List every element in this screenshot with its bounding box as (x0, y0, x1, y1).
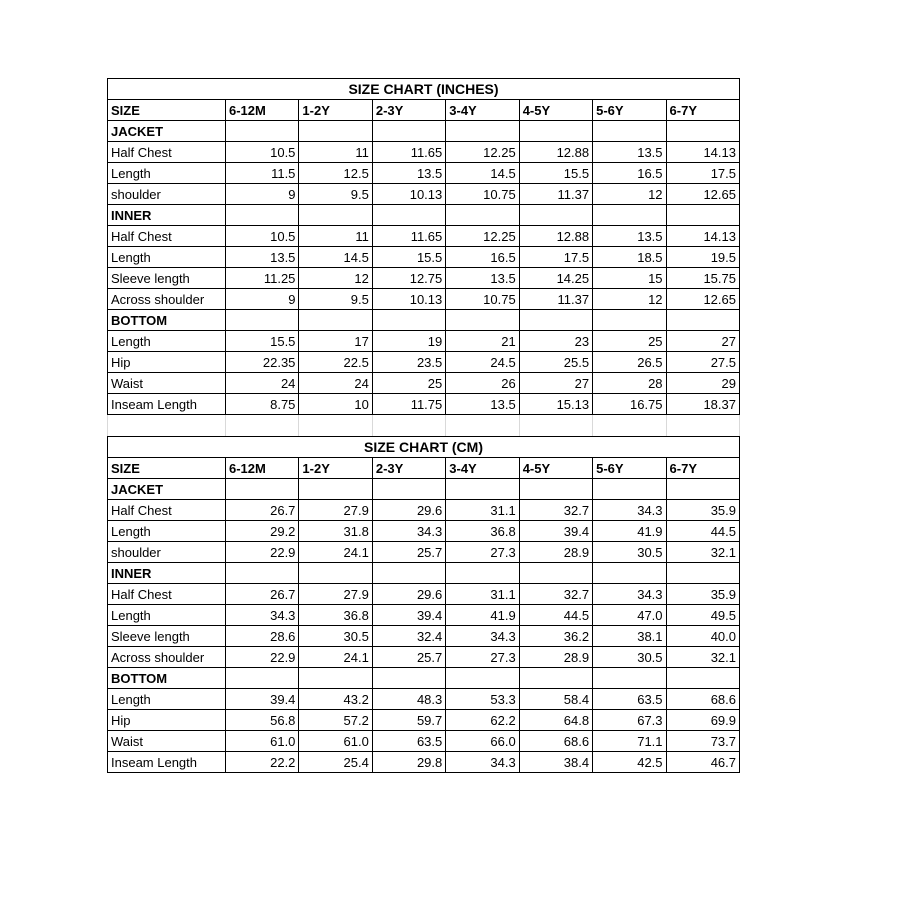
measurement-row-length (108, 521, 740, 542)
measurement-row-half-chest (108, 584, 740, 605)
value-cell: 22.35 (226, 352, 299, 373)
value-cell: 25.7 (372, 542, 445, 563)
value-cell: 62.2 (446, 710, 519, 731)
empty-cell (519, 205, 592, 226)
value-cell: 11.65 (372, 142, 445, 163)
value-cell: 10.75 (446, 289, 519, 310)
value-cell: 39.4 (372, 605, 445, 626)
section-row-bottom (108, 668, 740, 689)
empty-cell (226, 563, 299, 584)
value-cell: 49.5 (666, 605, 739, 626)
measurement-row-across-shoulder (108, 647, 740, 668)
row-label: Half Chest (108, 142, 226, 163)
table-title-row (108, 79, 740, 100)
value-cell: 26.7 (226, 584, 299, 605)
value-cell: 27.9 (299, 584, 372, 605)
value-cell: 32.4 (372, 626, 445, 647)
section-header: BOTTOM (108, 310, 226, 331)
value-cell: 25.7 (372, 647, 445, 668)
measurement-row-waist (108, 731, 740, 752)
value-cell: 24.1 (299, 542, 372, 563)
empty-cell (226, 121, 299, 142)
empty-cell (372, 121, 445, 142)
value-cell: 15.75 (666, 268, 739, 289)
value-cell: 11 (299, 226, 372, 247)
value-cell: 57.2 (299, 710, 372, 731)
value-cell: 29.8 (372, 752, 445, 773)
value-cell: 36.8 (446, 521, 519, 542)
sheet-gridlines-gap (107, 415, 740, 436)
size-chart-table-inches (107, 78, 740, 415)
empty-cell (372, 310, 445, 331)
value-cell: 25.4 (299, 752, 372, 773)
measurement-row-half-chest (108, 226, 740, 247)
measurement-row-shoulder (108, 184, 740, 205)
value-cell: 27.3 (446, 647, 519, 668)
value-cell: 14.25 (519, 268, 592, 289)
row-label: Length (108, 521, 226, 542)
value-cell: 29.2 (226, 521, 299, 542)
row-label: Length (108, 163, 226, 184)
value-cell: 43.2 (299, 689, 372, 710)
measurement-row-length (108, 605, 740, 626)
section-row-jacket (108, 121, 740, 142)
column-header-6-7y: 6-7Y (666, 458, 739, 479)
measurement-row-half-chest (108, 142, 740, 163)
value-cell: 53.3 (446, 689, 519, 710)
column-header-5-6y: 5-6Y (593, 458, 666, 479)
empty-cell (226, 205, 299, 226)
column-header-size: SIZE (108, 458, 226, 479)
value-cell: 9.5 (299, 289, 372, 310)
faint-gridline (739, 415, 740, 436)
value-cell: 14.5 (299, 247, 372, 268)
value-cell: 25.5 (519, 352, 592, 373)
value-cell: 34.3 (446, 626, 519, 647)
empty-cell (446, 121, 519, 142)
empty-cell (226, 479, 299, 500)
value-cell: 39.4 (226, 689, 299, 710)
empty-cell (593, 479, 666, 500)
value-cell: 15.5 (372, 247, 445, 268)
value-cell: 26.7 (226, 500, 299, 521)
value-cell: 15.13 (519, 394, 592, 415)
value-cell: 28 (593, 373, 666, 394)
value-cell: 11.75 (372, 394, 445, 415)
section-row-inner (108, 563, 740, 584)
column-header-size: SIZE (108, 100, 226, 121)
row-label: Length (108, 689, 226, 710)
faint-gridline (107, 415, 108, 436)
measurement-row-across-shoulder (108, 289, 740, 310)
table-title: SIZE CHART (INCHES) (108, 79, 740, 100)
measurement-row-sleeve-length (108, 626, 740, 647)
value-cell: 9.5 (299, 184, 372, 205)
faint-gridline (666, 415, 667, 436)
row-label: Sleeve length (108, 626, 226, 647)
empty-cell (519, 563, 592, 584)
measurement-row-hip (108, 352, 740, 373)
row-label: Inseam Length (108, 752, 226, 773)
value-cell: 25 (593, 331, 666, 352)
value-cell: 42.5 (593, 752, 666, 773)
value-cell: 44.5 (519, 605, 592, 626)
value-cell: 31.1 (446, 500, 519, 521)
value-cell: 8.75 (226, 394, 299, 415)
empty-cell (666, 310, 739, 331)
column-header-5-6y: 5-6Y (593, 100, 666, 121)
value-cell: 10.13 (372, 184, 445, 205)
value-cell: 11.37 (519, 184, 592, 205)
column-header-2-3y: 2-3Y (372, 100, 445, 121)
value-cell: 21 (446, 331, 519, 352)
value-cell: 13.5 (226, 247, 299, 268)
value-cell: 13.5 (372, 163, 445, 184)
value-cell: 13.5 (446, 268, 519, 289)
empty-cell (593, 310, 666, 331)
value-cell: 68.6 (519, 731, 592, 752)
value-cell: 47.0 (593, 605, 666, 626)
row-label: Across shoulder (108, 647, 226, 668)
value-cell: 22.2 (226, 752, 299, 773)
value-cell: 31.1 (446, 584, 519, 605)
value-cell: 12.88 (519, 142, 592, 163)
value-cell: 14.13 (666, 142, 739, 163)
value-cell: 11.65 (372, 226, 445, 247)
empty-cell (299, 479, 372, 500)
measurement-row-sleeve-length (108, 268, 740, 289)
value-cell: 17.5 (666, 163, 739, 184)
value-cell: 25 (372, 373, 445, 394)
empty-cell (299, 205, 372, 226)
empty-cell (519, 479, 592, 500)
value-cell: 39.4 (519, 521, 592, 542)
row-label: Hip (108, 352, 226, 373)
table-title: SIZE CHART (CM) (108, 437, 740, 458)
empty-cell (666, 668, 739, 689)
section-header: JACKET (108, 121, 226, 142)
empty-cell (299, 563, 372, 584)
value-cell: 46.7 (666, 752, 739, 773)
empty-cell (372, 668, 445, 689)
measurement-row-waist (108, 373, 740, 394)
row-label: Across shoulder (108, 289, 226, 310)
value-cell: 10 (299, 394, 372, 415)
empty-cell (446, 479, 519, 500)
value-cell: 24.1 (299, 647, 372, 668)
value-cell: 34.3 (226, 605, 299, 626)
value-cell: 30.5 (593, 542, 666, 563)
empty-cell (372, 563, 445, 584)
section-row-inner (108, 205, 740, 226)
value-cell: 16.5 (593, 163, 666, 184)
faint-gridline (519, 415, 520, 436)
section-header: INNER (108, 205, 226, 226)
empty-cell (226, 668, 299, 689)
value-cell: 38.1 (593, 626, 666, 647)
column-header-4-5y: 4-5Y (519, 458, 592, 479)
row-label: Half Chest (108, 226, 226, 247)
value-cell: 15.5 (226, 331, 299, 352)
value-cell: 14.13 (666, 226, 739, 247)
empty-cell (446, 205, 519, 226)
column-header-1-2y: 1-2Y (299, 458, 372, 479)
empty-cell (666, 563, 739, 584)
column-header-3-4y: 3-4Y (446, 100, 519, 121)
column-header-1-2y: 1-2Y (299, 100, 372, 121)
value-cell: 24 (299, 373, 372, 394)
faint-gridline (225, 415, 226, 436)
value-cell: 27.9 (299, 500, 372, 521)
empty-cell (226, 310, 299, 331)
empty-cell (519, 668, 592, 689)
value-cell: 23 (519, 331, 592, 352)
column-header-2-3y: 2-3Y (372, 458, 445, 479)
measurement-row-length (108, 247, 740, 268)
value-cell: 41.9 (593, 521, 666, 542)
section-header: BOTTOM (108, 668, 226, 689)
value-cell: 9 (226, 184, 299, 205)
value-cell: 58.4 (519, 689, 592, 710)
value-cell: 10.5 (226, 142, 299, 163)
value-cell: 11.25 (226, 268, 299, 289)
value-cell: 12 (593, 289, 666, 310)
value-cell: 29 (666, 373, 739, 394)
value-cell: 28.9 (519, 542, 592, 563)
value-cell: 34.3 (593, 584, 666, 605)
empty-cell (666, 479, 739, 500)
value-cell: 71.1 (593, 731, 666, 752)
empty-cell (593, 205, 666, 226)
column-header-6-12m: 6-12M (226, 458, 299, 479)
column-header-6-7y: 6-7Y (666, 100, 739, 121)
value-cell: 28.6 (226, 626, 299, 647)
value-cell: 12.75 (372, 268, 445, 289)
column-header-row (108, 458, 740, 479)
value-cell: 66.0 (446, 731, 519, 752)
section-row-jacket (108, 479, 740, 500)
value-cell: 26 (446, 373, 519, 394)
value-cell: 27.5 (666, 352, 739, 373)
value-cell: 13.5 (593, 142, 666, 163)
empty-cell (446, 668, 519, 689)
empty-cell (519, 310, 592, 331)
value-cell: 34.3 (593, 500, 666, 521)
value-cell: 28.9 (519, 647, 592, 668)
value-cell: 23.5 (372, 352, 445, 373)
value-cell: 16.5 (446, 247, 519, 268)
table-title-row (108, 437, 740, 458)
value-cell: 22.5 (299, 352, 372, 373)
value-cell: 69.9 (666, 710, 739, 731)
value-cell: 19.5 (666, 247, 739, 268)
value-cell: 18.37 (666, 394, 739, 415)
value-cell: 48.3 (372, 689, 445, 710)
value-cell: 40.0 (666, 626, 739, 647)
value-cell: 12.65 (666, 184, 739, 205)
row-label: Waist (108, 731, 226, 752)
value-cell: 30.5 (593, 647, 666, 668)
value-cell: 12.5 (299, 163, 372, 184)
row-label: Length (108, 331, 226, 352)
value-cell: 15 (593, 268, 666, 289)
section-row-bottom (108, 310, 740, 331)
measurement-row-shoulder (108, 542, 740, 563)
row-label: Inseam Length (108, 394, 226, 415)
value-cell: 41.9 (446, 605, 519, 626)
measurement-row-length (108, 163, 740, 184)
value-cell: 12 (299, 268, 372, 289)
value-cell: 12.88 (519, 226, 592, 247)
value-cell: 67.3 (593, 710, 666, 731)
value-cell: 10.75 (446, 184, 519, 205)
empty-cell (666, 205, 739, 226)
size-chart-sheet (107, 78, 740, 773)
value-cell: 34.3 (372, 521, 445, 542)
row-label: Length (108, 605, 226, 626)
value-cell: 29.6 (372, 500, 445, 521)
value-cell: 12.25 (446, 142, 519, 163)
value-cell: 11.37 (519, 289, 592, 310)
value-cell: 59.7 (372, 710, 445, 731)
value-cell: 68.6 (666, 689, 739, 710)
value-cell: 32.1 (666, 542, 739, 563)
value-cell: 13.5 (446, 394, 519, 415)
row-label: Sleeve length (108, 268, 226, 289)
value-cell: 64.8 (519, 710, 592, 731)
empty-cell (593, 668, 666, 689)
faint-gridline (592, 415, 593, 436)
value-cell: 11.5 (226, 163, 299, 184)
value-cell: 14.5 (446, 163, 519, 184)
measurement-row-hip (108, 710, 740, 731)
value-cell: 24 (226, 373, 299, 394)
value-cell: 73.7 (666, 731, 739, 752)
measurement-row-inseam-length (108, 394, 740, 415)
value-cell: 22.9 (226, 647, 299, 668)
value-cell: 12.65 (666, 289, 739, 310)
value-cell: 17 (299, 331, 372, 352)
empty-cell (446, 563, 519, 584)
section-header: JACKET (108, 479, 226, 500)
value-cell: 11 (299, 142, 372, 163)
value-cell: 35.9 (666, 500, 739, 521)
size-chart-table-cm (107, 436, 740, 773)
faint-gridline (298, 415, 299, 436)
value-cell: 36.8 (299, 605, 372, 626)
measurement-row-length (108, 689, 740, 710)
value-cell: 19 (372, 331, 445, 352)
empty-cell (299, 310, 372, 331)
column-header-4-5y: 4-5Y (519, 100, 592, 121)
empty-cell (446, 310, 519, 331)
value-cell: 29.6 (372, 584, 445, 605)
row-label: shoulder (108, 184, 226, 205)
value-cell: 63.5 (372, 731, 445, 752)
value-cell: 31.8 (299, 521, 372, 542)
value-cell: 38.4 (519, 752, 592, 773)
row-label: shoulder (108, 542, 226, 563)
column-header-6-12m: 6-12M (226, 100, 299, 121)
empty-cell (372, 479, 445, 500)
empty-cell (519, 121, 592, 142)
faint-gridline (372, 415, 373, 436)
value-cell: 61.0 (299, 731, 372, 752)
measurement-row-half-chest (108, 500, 740, 521)
value-cell: 10.13 (372, 289, 445, 310)
value-cell: 34.3 (446, 752, 519, 773)
section-header: INNER (108, 563, 226, 584)
value-cell: 16.75 (593, 394, 666, 415)
column-header-row (108, 100, 740, 121)
row-label: Length (108, 247, 226, 268)
measurement-row-length (108, 331, 740, 352)
value-cell: 32.7 (519, 584, 592, 605)
empty-cell (299, 121, 372, 142)
value-cell: 12 (593, 184, 666, 205)
empty-cell (593, 563, 666, 584)
value-cell: 32.7 (519, 500, 592, 521)
value-cell: 30.5 (299, 626, 372, 647)
value-cell: 61.0 (226, 731, 299, 752)
value-cell: 27 (666, 331, 739, 352)
value-cell: 13.5 (593, 226, 666, 247)
value-cell: 35.9 (666, 584, 739, 605)
value-cell: 26.5 (593, 352, 666, 373)
value-cell: 9 (226, 289, 299, 310)
empty-cell (372, 205, 445, 226)
value-cell: 18.5 (593, 247, 666, 268)
value-cell: 24.5 (446, 352, 519, 373)
value-cell: 27 (519, 373, 592, 394)
measurement-row-inseam-length (108, 752, 740, 773)
value-cell: 22.9 (226, 542, 299, 563)
value-cell: 32.1 (666, 647, 739, 668)
value-cell: 12.25 (446, 226, 519, 247)
empty-cell (666, 121, 739, 142)
value-cell: 15.5 (519, 163, 592, 184)
faint-gridline (445, 415, 446, 436)
empty-cell (593, 121, 666, 142)
column-header-3-4y: 3-4Y (446, 458, 519, 479)
row-label: Half Chest (108, 500, 226, 521)
value-cell: 63.5 (593, 689, 666, 710)
row-label: Half Chest (108, 584, 226, 605)
value-cell: 56.8 (226, 710, 299, 731)
value-cell: 27.3 (446, 542, 519, 563)
value-cell: 17.5 (519, 247, 592, 268)
empty-cell (299, 668, 372, 689)
value-cell: 10.5 (226, 226, 299, 247)
row-label: Waist (108, 373, 226, 394)
value-cell: 44.5 (666, 521, 739, 542)
row-label: Hip (108, 710, 226, 731)
value-cell: 36.2 (519, 626, 592, 647)
